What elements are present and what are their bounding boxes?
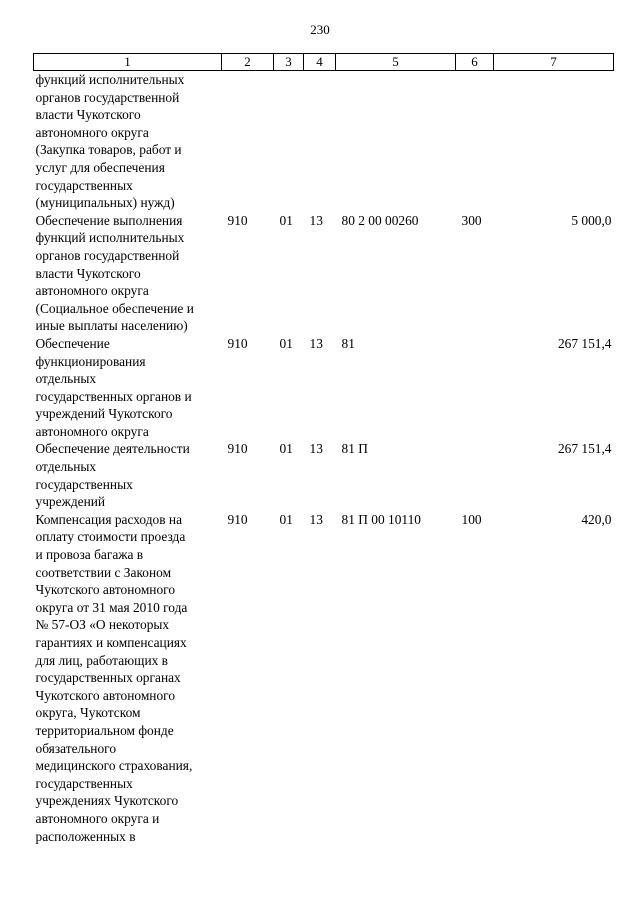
cell-amount: 267 151,4	[557, 441, 612, 457]
column-header-section: 3	[274, 54, 304, 71]
cell-name-line: территориальном фонде	[35, 722, 174, 738]
cell-name-line: функций исполнительных	[35, 72, 185, 87]
cell-name-line: органов государственной	[35, 247, 180, 263]
table-header-row	[34, 54, 614, 71]
cell-target-article	[336, 71, 456, 212]
cell-name-line: Чукотского автономного	[35, 687, 176, 703]
cell-expense-type	[456, 440, 494, 510]
cell-name-line: учреждений	[35, 494, 106, 510]
cell-name-line: округа от 31 мая 2010 года	[35, 599, 188, 615]
cell-subsection: 13	[309, 511, 323, 527]
column-header-name: 1	[34, 54, 222, 71]
cell-name-line: отдельных	[35, 371, 97, 387]
cell-name-line: власти Чукотского	[35, 265, 141, 281]
cell-ministry: 910	[227, 212, 248, 228]
cell-name-line: расположенных в	[35, 828, 136, 844]
cell-name-line: Обеспечение выполнения	[35, 212, 183, 228]
cell-amount: 267 151,4	[557, 335, 612, 351]
cell-ministry	[222, 71, 274, 212]
cell-target-article: 81 П	[341, 441, 368, 457]
column-header-subsection: 4	[304, 54, 336, 71]
cell-name-line: № 57-ОЗ «О некоторых	[35, 617, 170, 633]
cell-name-line: услуг для обеспечения	[35, 159, 165, 175]
table-body	[34, 71, 614, 846]
cell-name	[34, 71, 222, 212]
cell-expense-type: 100	[461, 511, 482, 527]
cell-expense-type: 300	[461, 212, 482, 228]
cell-name-line: Обеспечение	[35, 335, 110, 351]
cell-name-line: и провоза багажа в	[35, 547, 144, 563]
cell-ministry: 910	[227, 511, 248, 527]
cell-name-line: (Социальное обеспечение и	[35, 300, 194, 316]
cell-name-line: отдельных	[35, 459, 97, 475]
cell-name	[34, 212, 222, 335]
cell-target-article: 80 2 00 00260	[341, 212, 419, 228]
cell-name-line: государственных	[35, 177, 133, 193]
cell-name-line: Компенсация расходов на	[35, 511, 183, 527]
cell-name-line: функционирования	[35, 353, 146, 369]
column-header-expense-type: 6	[456, 54, 494, 71]
cell-name-line: автономного округа	[35, 283, 149, 299]
cell-section: 01	[279, 335, 293, 351]
cell-expense-type	[456, 71, 494, 212]
table-row	[34, 71, 614, 212]
cell-expense-type	[456, 335, 494, 441]
table-row	[34, 335, 614, 441]
cell-name-line: (муниципальных) нужд)	[35, 195, 175, 211]
cell-ministry: 910	[227, 335, 248, 351]
cell-target-article: 81	[341, 335, 355, 351]
table-row	[34, 212, 614, 335]
cell-name-line: округа, Чукотском	[35, 705, 141, 721]
cell-ministry: 910	[227, 441, 248, 457]
cell-subsection: 13	[309, 335, 323, 351]
cell-name-line: органов государственной	[35, 89, 180, 105]
cell-section: 01	[279, 511, 293, 527]
column-header-amount: 7	[494, 54, 614, 71]
cell-name-line: оплату стоимости проезда	[35, 529, 186, 545]
cell-name-line: автономного округа и	[35, 810, 160, 826]
cell-name-line: государственных	[35, 775, 133, 791]
cell-subsection: 13	[309, 441, 323, 457]
table-row	[34, 511, 614, 845]
cell-subsection	[304, 71, 336, 212]
column-header-ministry: 2	[222, 54, 274, 71]
cell-name-line: иные выплаты населению)	[35, 318, 188, 334]
cell-name-line: власти Чукотского	[35, 107, 141, 123]
cell-name-line: (Закупка товаров, работ и	[35, 142, 182, 158]
cell-name-line: учреждений Чукотского	[35, 406, 173, 422]
cell-name-line: государственных органах	[35, 670, 181, 686]
cell-name-line: обязательного	[35, 740, 117, 756]
cell-section: 01	[279, 212, 293, 228]
cell-name-line: автономного округа	[35, 124, 149, 140]
cell-target-article: 81 П 00 10110	[341, 511, 421, 527]
cell-name	[34, 511, 222, 845]
cell-amount	[494, 71, 614, 212]
cell-name-line: Чукотского автономного	[35, 582, 176, 598]
cell-name-line: Обеспечение деятельности	[35, 441, 190, 457]
cell-section: 01	[279, 441, 293, 457]
cell-name-line: соответствии с Законом	[35, 564, 172, 580]
table-row	[34, 440, 614, 510]
cell-section	[274, 71, 304, 212]
cell-name	[34, 440, 222, 510]
cell-name-line: государственных органов и	[35, 388, 192, 404]
cell-amount: 420,0	[581, 511, 612, 527]
cell-name-line: медицинского страхования,	[35, 758, 193, 774]
column-header-target-article: 5	[336, 54, 456, 71]
budget-table	[33, 53, 614, 845]
cell-name-line: для лиц, работающих в	[35, 652, 168, 668]
cell-name-line: гарантиях и компенсациях	[35, 635, 187, 650]
cell-name	[34, 335, 222, 441]
page-number: 230	[310, 22, 330, 37]
cell-name-line: автономного округа	[35, 423, 149, 439]
cell-amount: 5 000,0	[571, 212, 612, 228]
cell-name-line: учреждениях Чукотского	[35, 793, 179, 809]
cell-name-line: государственных	[35, 476, 133, 492]
cell-subsection: 13	[309, 212, 323, 228]
cell-name-line: функций исполнительных	[35, 230, 185, 246]
